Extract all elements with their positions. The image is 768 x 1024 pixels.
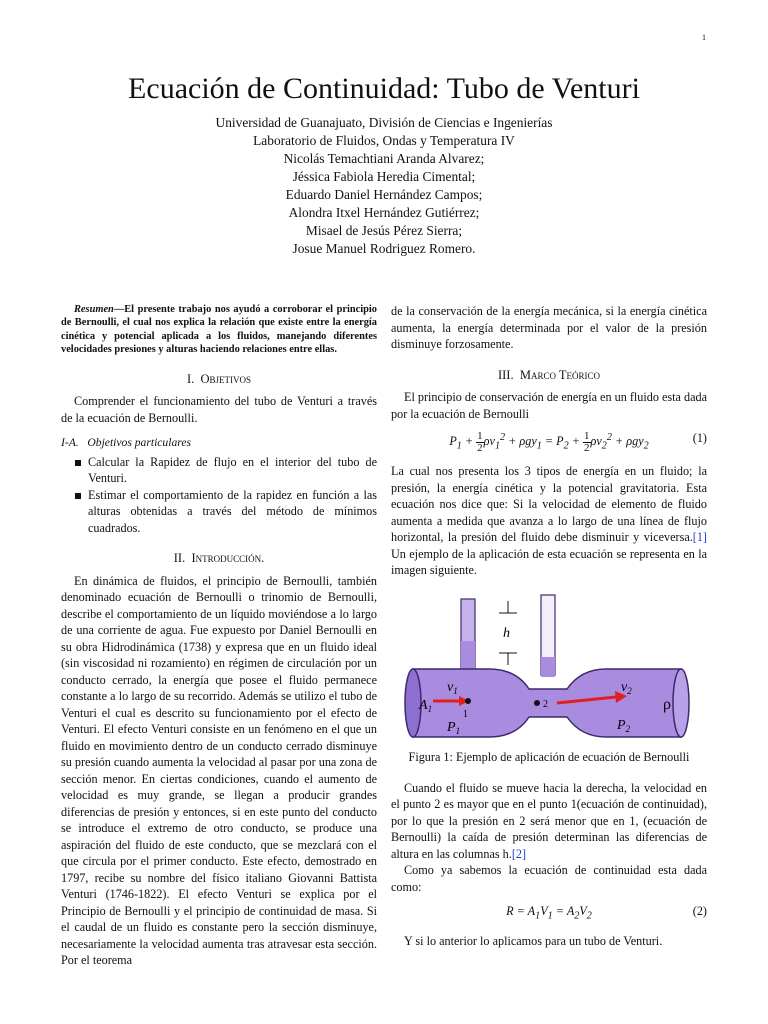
label-v2: $v_2$ xyxy=(621,679,632,696)
affiliation-line: Universidad de Guanajuato, División de Ciencias e Ingenierías xyxy=(215,115,553,130)
paper-title: Ecuación de Continuidad: Tubo de Venturi xyxy=(128,72,640,105)
author-line: Misael de Jesús Pérez Sierra; xyxy=(305,223,463,238)
label-A1: $A_1$ xyxy=(419,697,433,714)
abstract-text: —El presente trabajo nos ayudó a corroborar el principio de Bernoulli, el cual nos explica la relación que existe entre la energía cinética y potencial aplicada a los fluidos, manejando diferentes velocidades presiones y alturas haciendo relaciones entre ellas. xyxy=(61,304,377,356)
marco-paragraph-5: Y si lo anterior lo aplicamos para un tubo de Venturi. xyxy=(404,933,663,948)
subsection-heading: I-A. Objetivos particulares xyxy=(61,436,191,450)
list-item: Calcular la Rapidez de flujo en el interior del tubo de Venturi. xyxy=(61,454,377,487)
label-v1: $v_1$ xyxy=(447,679,458,696)
introduccion-continued: de la conservación de la energía mecánica, si la energía cinética aumenta, la energía determinada por el valor de la presión disminuye forzosamente. xyxy=(391,304,707,351)
tube-outlet xyxy=(673,669,689,737)
label-rho: ρ xyxy=(663,695,671,713)
equation-number: (2) xyxy=(692,904,707,918)
citation-link[interactable]: [1] xyxy=(692,530,707,544)
author-line: Josue Manuel Rodriguez Romero. xyxy=(292,241,476,256)
figure-caption: Figura 1: Ejemplo de aplicación de ecuación de Bernoulli xyxy=(408,750,690,764)
objectives-list xyxy=(61,454,377,537)
equation-number: (1) xyxy=(692,431,707,445)
citation-link[interactable]: [2] xyxy=(511,846,527,861)
left-column xyxy=(61,303,377,969)
section-heading-objetivos: I. Objetivos xyxy=(186,371,252,386)
right-column xyxy=(391,303,707,949)
introduccion-text: En dinámica de fluidos, el principio de Bernoulli, también denominado ecuación de Bernoulli o trinomio de Bernoulli, describe el comportamiento de un líquido moviéndose a lo largo de una corriente de agua. Fue expuesto por Daniel Bernoulli en su obra Hidrodinámica (1738) y expresa que en un fluido ideal (sin viscosidad ni rozamiento) en régimen de circulación por un conducto cerrado, la energía que posee el fluido permanece constante a lo largo de su recorrido. Además se utilizo el tubo de Venturi el cual es descrito su funcionamiento por el efecto de Venturi. El efecto Venturi consiste en un fenómeno en el que un fluido en movimiento dentro de un conducto cerrado disminuye su presión cuando aumenta la velocidad al pasar por una zona de sección menor. En ciertas condiciones, cuando el aumento de velocidad es muy grande, se llegan a producir grandes diferencias de presión y entonces, si en este punto del conducto se introduce el extremo de otro conducto, se produce una aspiración del fluido de este conducto, que se mezclará con el que circula por el primer conducto. Este efecto, demostrado en 1797, recibe su nombre del físico italiano Giovanni Battista Venturi (1746-1822). El efecto Venturi se explica por el Principio de Bernoulli y el principio de continuidad de masa. Si el caudal de un fluido es constante pero la sección disminuye, necesariamente la velocidad aumenta tras atravesar esta sección. Por el teorema xyxy=(61,573,377,968)
point-1 xyxy=(465,698,471,704)
label-point-2: 2 xyxy=(543,698,548,710)
author-line: Eduardo Daniel Hernández Campos; xyxy=(285,187,483,202)
list-item: Estimar el comportamiento de la rapidez en función a las alturas obtenidas a través del método de mínimos cuadrados. xyxy=(61,487,377,537)
author-line: Jéssica Fabiola Heredia Cimental; xyxy=(292,169,476,184)
section-heading-marco: III. Marco Teórico xyxy=(497,367,601,382)
author-line: Nicolás Temachtiani Aranda Alvarez; xyxy=(283,151,485,166)
section-heading-introduccion: II. Introducción. xyxy=(173,551,265,566)
abstract-label: Resumen xyxy=(74,304,114,315)
marco-paragraph-4: Como ya sabemos la ecuación de continuidad esta dada como: xyxy=(391,863,707,894)
marco-paragraph-2: La cual nos presenta los 3 tipos de energía en un fluido; la presión, la energía cinética y la potencial gravitatoria. Esta ecuación nos dice que: Si la velocidad de elemento de fluido aumenta a medida que avanza a lo largo de una línea de flujo horizontal, la presión del fluido debe disminuir y viceversa.[1] Un ejemplo de la aplicación de esta ecuación se representa en la imagen siguiente. xyxy=(391,464,707,577)
objetivos-text: Comprender el funcionamiento del tubo de Venturi a través de la ecuación de Bernoulli. xyxy=(61,394,377,425)
equation-continuity: $R = A_1V_1 = A_2V_2$ (2) xyxy=(506,904,707,922)
label-P1: $P_1$ xyxy=(447,719,461,736)
point-2 xyxy=(534,700,540,706)
abstract xyxy=(61,303,377,357)
marco-paragraph-3: Cuando el fluido se mueve hacia la derecha, la velocidad en el punto 2 es mayor que en el punto 1(ecuación de continuidad), por lo que la presión en 2 será menor que en 1, (ecuación de Bernoulli) la caída de presión determinan las diferencias de altura en las columnas h.[2] xyxy=(391,780,707,861)
page-number: 1 xyxy=(702,33,706,42)
venturi-figure xyxy=(391,591,707,746)
marco-paragraph-1: El principio de conservación de energía en un fluido esta dada por la ecuación de Bernoulli xyxy=(391,390,707,421)
author-line: Alondra Itxel Hernández Gutiérrez; xyxy=(288,205,480,220)
label-P2: $P_2$ xyxy=(617,717,631,734)
affiliation-line: Laboratorio de Fluidos, Ondas y Temperatura IV xyxy=(253,133,515,148)
label-point-1: 1 xyxy=(463,708,468,720)
label-h: h xyxy=(503,625,510,641)
author-block xyxy=(0,114,768,258)
venturi-tube-diagram xyxy=(391,591,707,741)
equation-bernoulli: $P_1$ + $\frac{1}{2}$ $\rho v_1^2 + \rho gy_1 = P_2$ + $\frac{1}{2}$ $\rho v_2^2 + \rho gy_2$ (1) xyxy=(449,429,707,454)
